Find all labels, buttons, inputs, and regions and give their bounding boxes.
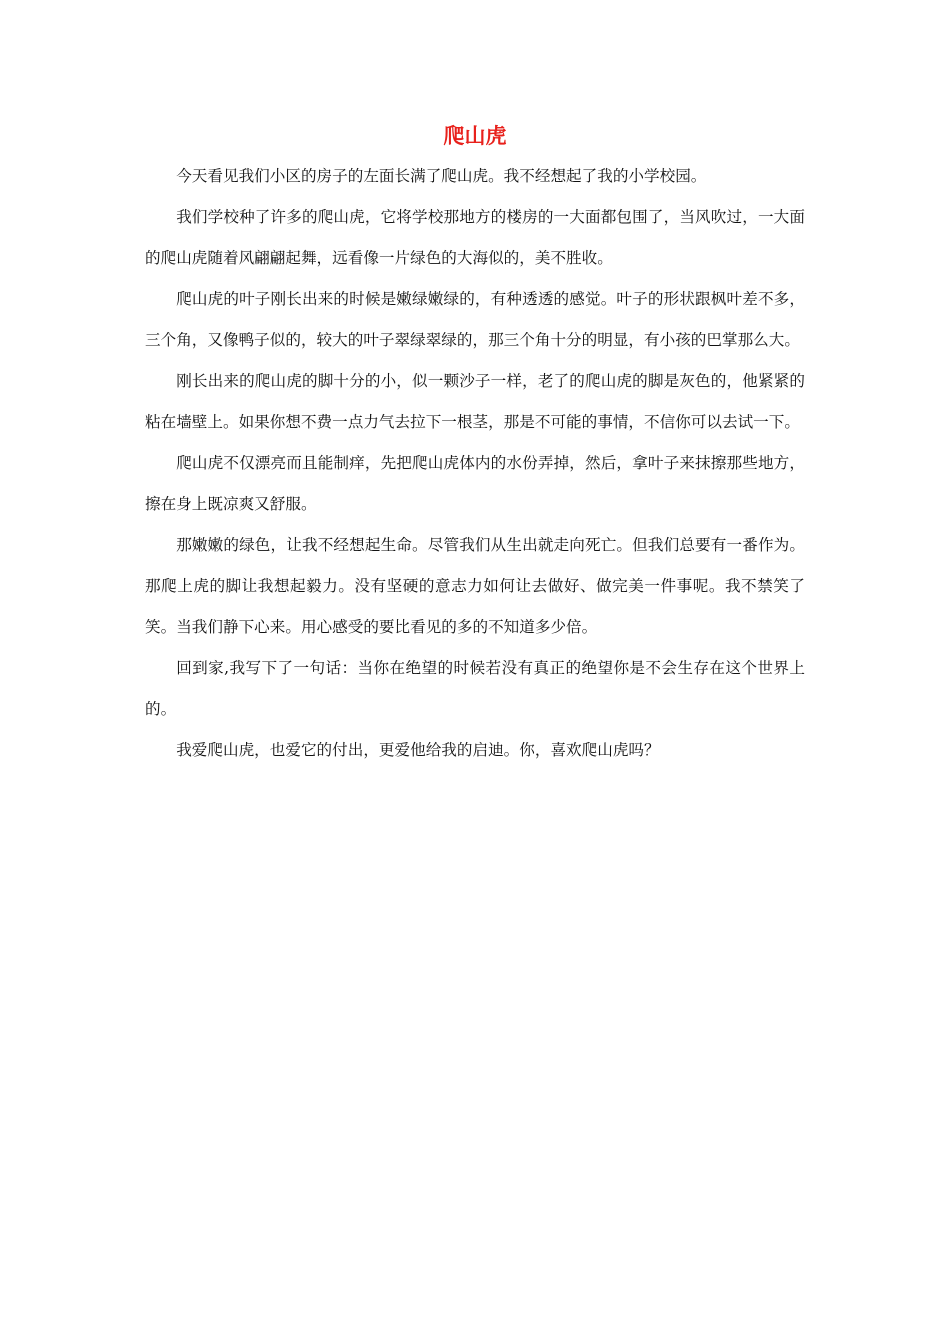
paragraph-6: 那嫩嫩的绿色，让我不经想起生命。尽管我们从生出就走向死亡。但我们总要有一番作为。那爬上虎的脚让我想起毅力。没有坚硬的意志力如何让去做好、做完美一件事呢。我不禁笑了笑。当我们静下心来。用心感受的要比看见的多的不知道多少倍。 (145, 536, 805, 636)
paragraph-3: 爬山虎的叶子刚长出来的时候是嫩绿嫩绿的，有种透透的感觉。叶子的形状跟枫叶差不多，三个角，又像鸭子似的，较大的叶子翠绿翠绿的，那三个角十分的明显，有小孩的巴掌那么大。 (145, 290, 805, 349)
paragraph-7: 回到家,我写下了一句话：当你在绝望的时候若没有真正的绝望你是不会生存在这个世界上的。 (145, 659, 805, 718)
document-body (145, 156, 805, 771)
paragraph-2: 我们学校种了许多的爬山虎，它将学校那地方的楼房的一大面都包围了，当风吹过，一大面的爬山虎随着风翩翩起舞，远看像一片绿色的大海似的，美不胜收。 (145, 208, 805, 267)
paragraph-5: 爬山虎不仅漂亮而且能制痒，先把爬山虎体内的水份弄掉，然后，拿叶子来抹擦那些地方，擦在身上既凉爽又舒服。 (145, 454, 805, 513)
paragraph-4: 刚长出来的爬山虎的脚十分的小，似一颗沙子一样，老了的爬山虎的脚是灰色的，他紧紧的粘在墙壁上。如果你想不费一点力气去拉下一根茎，那是不可能的事情，不信你可以去试一下。 (145, 372, 805, 431)
paragraph-1: 今天看见我们小区的房子的左面长满了爬山虎。我不经想起了我的小学校园。 (176, 167, 707, 185)
document-title: 爬山虎 (443, 124, 507, 148)
paragraph-8: 我爱爬山虎，也爱它的付出，更爱他给我的启迪。你，喜欢爬山虎吗？ (176, 741, 660, 759)
